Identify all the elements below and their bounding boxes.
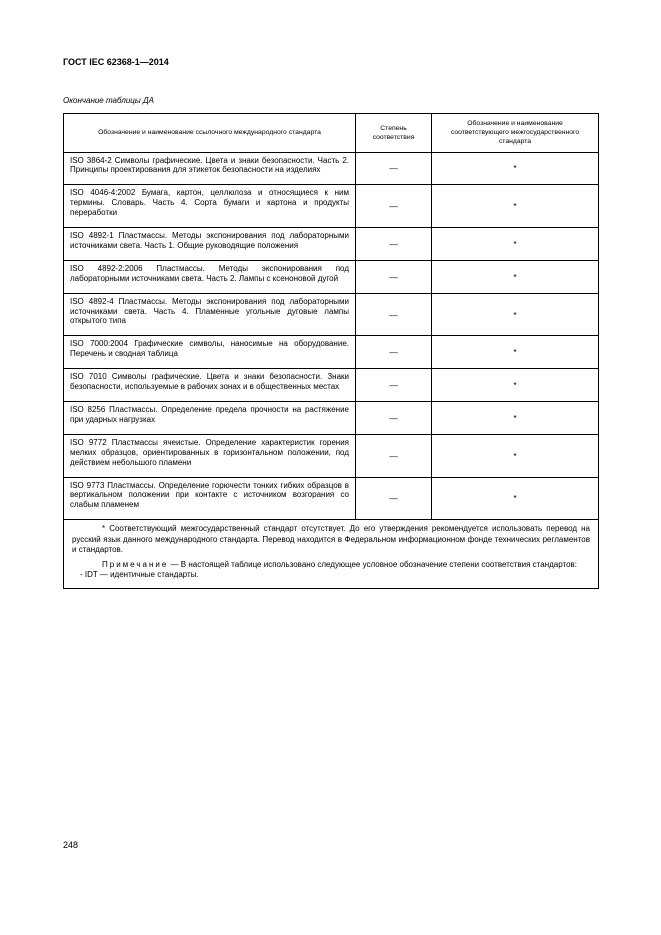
table-footnote-cell: [64, 520, 599, 589]
table-body: [64, 152, 599, 520]
page-number: 248: [63, 840, 79, 850]
table-row: [64, 185, 599, 228]
note-paragraph: [72, 560, 590, 570]
corresponding-standard-cell: *: [432, 477, 599, 520]
standard-name-cell: ISO 4046-4:2002 Бумага, картон, целлюлоза и относящиеся к ним термины. Словарь. Часть 4. Сорта бумаги и картона и продукты переработки: [64, 185, 356, 228]
corresponding-standard-cell: *: [432, 402, 599, 435]
table-row: [64, 402, 599, 435]
table-footnote-row: [64, 520, 599, 589]
note-text: — В настоящей таблице использовано следующее условное обозначение степени соответствия стандартов:: [170, 559, 577, 569]
degree-cell: —: [356, 152, 432, 185]
standard-name-cell: ISO 9772 Пластмассы ячеистые. Определение характеристик горения мелких образцов, ориентированных в горизонтальном положении, под действием небольшого пламени: [64, 434, 356, 477]
degree-cell: —: [356, 336, 432, 369]
table-row: [64, 434, 599, 477]
table-row: [64, 477, 599, 520]
note-item: - IDT — идентичные стандарты.: [80, 570, 199, 580]
table-header: [64, 114, 599, 153]
corresponding-standard-cell: *: [432, 260, 599, 293]
standard-name-cell: ISO 4892-2:2006 Пластмассы. Методы экспонирования под лабораторными источниками света. Часть 2. Лампы с ксеноновой дугой: [64, 260, 356, 293]
table-footer: [64, 520, 599, 589]
degree-cell: —: [356, 228, 432, 261]
standard-name-cell: ISO 3864-2 Символы графические. Цвета и знаки безопасности. Часть 2. Принципы проектирования для этикеток безопасности на изделиях: [64, 152, 356, 185]
degree-cell: —: [356, 369, 432, 402]
degree-cell: —: [356, 260, 432, 293]
standards-table: [63, 113, 599, 589]
table-caption: Окончание таблицы ДА: [63, 96, 154, 105]
table-row: [64, 293, 599, 336]
degree-cell: —: [356, 477, 432, 520]
corresponding-standard-cell: *: [432, 434, 599, 477]
col-header-reference-standard: Обозначение и наименование ссылочного международного стандарта: [64, 114, 356, 153]
document-header: ГОСТ IEC 62368-1—2014: [63, 57, 169, 67]
corresponding-standard-cell: *: [432, 369, 599, 402]
standard-name-cell: ISO 4892-1 Пластмассы. Методы экспонирования под лабораторными источниками света. Часть 1. Общие руководящие положения: [64, 228, 356, 261]
degree-cell: —: [356, 402, 432, 435]
footnote-text: * Соответствующий межгосударственный стандарт отсутствует. До его утверждения рекомендуется использовать перевод на русский язык данного международного стандарта. Перевод находится в Федеральном информационном фонде технических регламентов и стандартов.: [72, 524, 590, 554]
degree-cell: —: [356, 293, 432, 336]
col-header-degree-of-conformity: Степень соответствия: [356, 114, 432, 153]
note-label: Примечание: [102, 559, 169, 569]
table-header-row: [64, 114, 599, 153]
standard-name-cell: ISO 4892-4 Пластмассы. Методы экспонирования под лабораторными источниками света. Часть 4. Пламенные угольные дуговые лампы открытого типа: [64, 293, 356, 336]
table-row: [64, 336, 599, 369]
table-row: [64, 152, 599, 185]
table-row: [64, 260, 599, 293]
degree-cell: —: [356, 434, 432, 477]
corresponding-standard-cell: *: [432, 152, 599, 185]
corresponding-standard-cell: *: [432, 336, 599, 369]
corresponding-standard-cell: *: [432, 228, 599, 261]
degree-cell: —: [356, 185, 432, 228]
standard-name-cell: ISO 7000:2004 Графические символы, наносимые на оборудование. Перечень и сводная таблица: [64, 336, 356, 369]
standard-name-cell: ISO 9773 Пластмассы. Определение горючести тонких гибких образцов в вертикальном положении при контакте с источником возгорания со слабым пламенем: [64, 477, 356, 520]
col-header-interstate-standard: Обозначение и наименование соответствующего межгосударственного стандарта: [432, 114, 599, 153]
corresponding-standard-cell: *: [432, 293, 599, 336]
table-row: [64, 369, 599, 402]
standard-name-cell: ISO 8256 Пластмассы. Определение предела прочности на растяжение при ударных нагрузках: [64, 402, 356, 435]
standard-name-cell: ISO 7010 Символы графические. Цвета и знаки безопасности. Знаки безопасности, используемые в рабочих зонах и в общественных местах: [64, 369, 356, 402]
corresponding-standard-cell: *: [432, 185, 599, 228]
table-row: [64, 228, 599, 261]
